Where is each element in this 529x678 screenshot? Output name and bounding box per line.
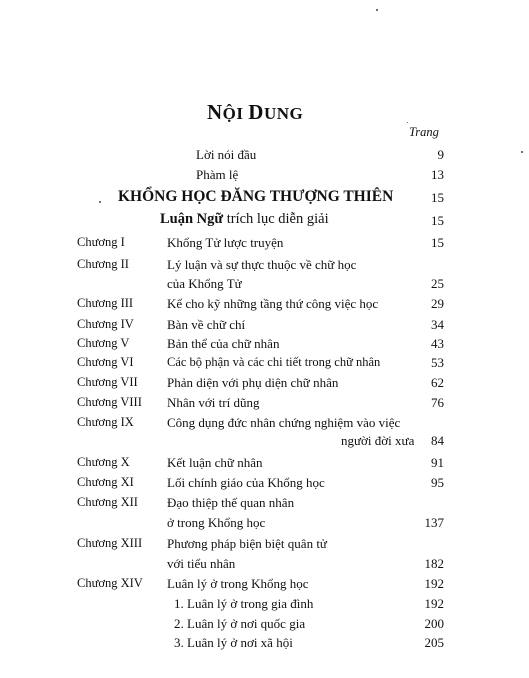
- chapter-title: Các bộ phận và các chi tiết trong chữ nhân: [167, 355, 381, 369]
- scan-speck: [99, 201, 101, 203]
- chapter-label: Chương V: [77, 336, 130, 350]
- chapter-title-cont: ở trong Khổng học: [167, 515, 266, 530]
- front-entry-page: 9: [437, 147, 444, 162]
- chapter-page: 76: [431, 395, 444, 410]
- chapter-page: 25: [431, 276, 444, 291]
- chapter-title: Kể cho kỹ những tầng thứ công việc học: [167, 296, 379, 311]
- chapter-title: Kết luận chữ nhân: [167, 455, 263, 470]
- sub-entry-page: 192: [424, 596, 444, 611]
- subsection-page: 15: [431, 213, 444, 228]
- chapter-title-cont: với tiểu nhân: [167, 556, 236, 571]
- page-title: NỘI DUNG: [207, 100, 304, 124]
- scan-speck: [376, 9, 378, 11]
- chapter-page: 137: [424, 515, 444, 530]
- sub-entry-text: 1. Luân lý ở trong gia đình: [174, 596, 314, 611]
- chapter-title: Lối chính giáo của Khổng học: [167, 475, 325, 490]
- chapter-label: Chương VII: [77, 375, 138, 389]
- section-heading: KHỔNG HỌC ĐĂNG THƯỢNG THIÊN: [118, 188, 394, 205]
- chapter-page: 29: [431, 296, 444, 311]
- subsection-heading: Luận Ngữ trích lục diễn giải: [160, 211, 329, 227]
- scan-speck: [521, 151, 523, 153]
- chapter-title: Công dụng đức nhân chứng nghiệm vào việc: [167, 415, 401, 430]
- chapter-title: Phản diện với phụ diện chữ nhân: [167, 375, 339, 390]
- chapter-page: 95: [431, 475, 444, 490]
- section-page: 15: [431, 190, 444, 205]
- chapter-title-cont: của Khổng Tử: [167, 276, 242, 291]
- front-entry-text: Phàm lệ: [196, 167, 239, 182]
- front-entry-text: Lời nói đầu: [196, 147, 257, 162]
- chapter-page: 15: [431, 235, 444, 250]
- chapter-label: Chương XIII: [77, 536, 143, 550]
- chapter-title: Luân lý ở trong Khổng học: [167, 576, 309, 591]
- page-column-header: Trang: [409, 125, 439, 139]
- chapter-page: 53: [431, 355, 444, 370]
- chapter-title: Khổng Tử lược truyện: [167, 235, 284, 250]
- chapter-label: Chương XIV: [77, 576, 143, 590]
- chapter-title-cont: người đời xưa: [341, 433, 415, 448]
- sub-entry-page: 200: [424, 616, 444, 631]
- chapter-title: Lý luận và sự thực thuộc về chữ học: [167, 257, 357, 272]
- sub-entry-page: 205: [424, 635, 444, 650]
- chapter-label: Chương II: [77, 257, 129, 271]
- scan-speck: [407, 122, 408, 123]
- chapter-page: 192: [424, 576, 444, 591]
- chapter-label: Chương X: [77, 455, 130, 469]
- chapter-label: Chương VIII: [77, 395, 142, 409]
- chapter-title: Phương pháp biện biệt quân tử: [167, 536, 327, 551]
- chapter-label: Chương IV: [77, 317, 134, 331]
- chapter-page: 84: [431, 433, 444, 448]
- chapter-label: Chương XI: [77, 475, 134, 489]
- chapter-label: Chương III: [77, 296, 134, 310]
- chapter-page: 62: [431, 375, 444, 390]
- chapter-label: Chương IX: [77, 415, 134, 429]
- chapter-label: Chương VI: [77, 355, 134, 369]
- chapter-page: 182: [424, 556, 444, 571]
- chapter-page: 34: [431, 317, 444, 332]
- chapter-label: Chương XII: [77, 495, 138, 509]
- chapter-title: Bản thể của chữ nhân: [167, 336, 280, 351]
- chapter-title: Nhân với trí dũng: [167, 395, 260, 410]
- front-entry-page: 13: [431, 167, 444, 182]
- chapter-title: Bàn về chữ chí: [167, 317, 246, 332]
- sub-entry-text: 2. Luân lý ở nơi quốc gia: [174, 616, 306, 631]
- chapter-title: Đạo thiệp thế quan nhân: [167, 495, 295, 510]
- sub-entry-text: 3. Luân lý ở nơi xã hội: [174, 635, 293, 650]
- chapter-page: 91: [431, 455, 444, 470]
- chapter-label: Chương I: [77, 235, 125, 249]
- chapter-page: 43: [431, 336, 444, 351]
